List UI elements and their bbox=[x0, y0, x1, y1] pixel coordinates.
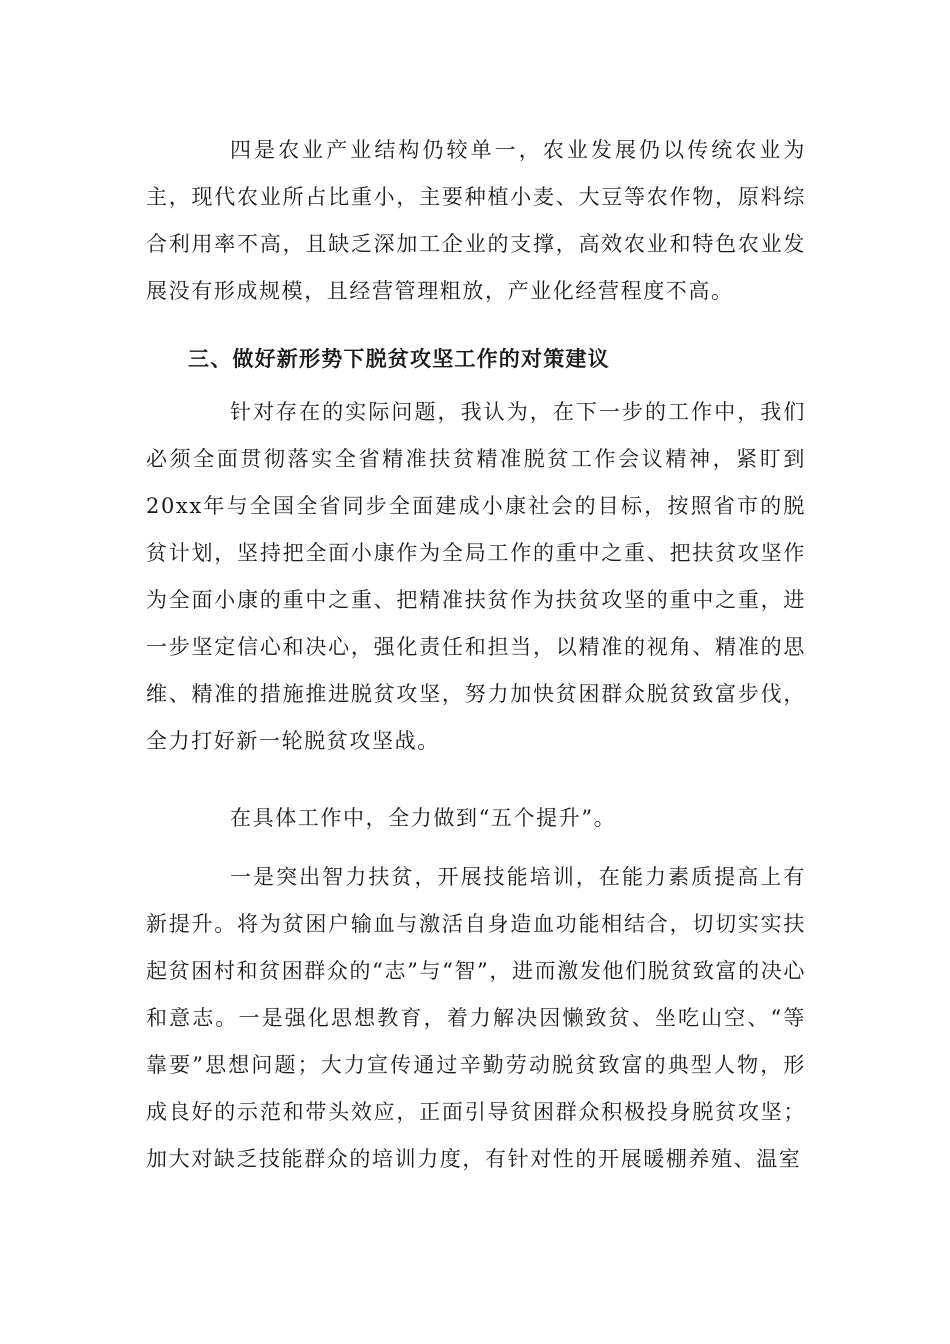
paragraph-countermeasures-intro: 针对存在的实际问题，我认为，在下一步的工作中，我们必须全面贯彻落实全省精准扶贫精准脱贫工作会议精神，紧盯到20xx年与全国全省同步全面建成小康社会的目标，按照省市的脱贫计划，坚持把全面小康作为全局工作的重中之重、把扶贫攻坚作为全面小康的重中之重、把精准扶贫作为扶贫攻坚的重中之重，进一步坚定信心和决心，强化责任和担当，以精准的视角、精准的思维、精准的措施推进脱贫攻坚，努力加快贫困群众脱贫致富步伐，全力打好新一轮脱贫攻坚战。 bbox=[146, 400, 806, 753]
paragraph-agriculture-structure: 四是农业产业结构仍较单一，农业发展仍以传统农业为主，现代农业所占比重小，主要种植小麦、大豆等农作物，原料综合利用率不高，且缺乏深加工企业的支撑，高效农业和特色农业发展没有形成规模，且经营管理粗放，产业化经营程度不高。 bbox=[146, 138, 806, 303]
section-heading-countermeasures: 三、做好新形势下脱贫攻坚工作的对策建议 bbox=[188, 347, 610, 371]
paragraph-five-improvements: 在具体工作中，全力做到“五个提升”。 bbox=[230, 806, 617, 830]
paragraph-intellectual-poverty-alleviation: 一是突出智力扶贫，开展技能培训，在能力素质提高上有新提升。将为贫困户输血与激活自身造血功能相结合，切切实实扶起贫困村和贫困群众的“志”与“智”，进而激发他们脱贫致富的决心和意志。一是强化思想教育，着力解决因懒致贫、坐吃山空、“等靠要”思想问题；大力宣传通过辛勤劳动脱贫致富的典型人物，形成良好的示范和带头效应，正面引导贫困群众积极投身脱贫攻坚；加大对缺乏技能群众的培训力度，有针对性的开展暖棚养殖、温室 bbox=[146, 865, 806, 1171]
